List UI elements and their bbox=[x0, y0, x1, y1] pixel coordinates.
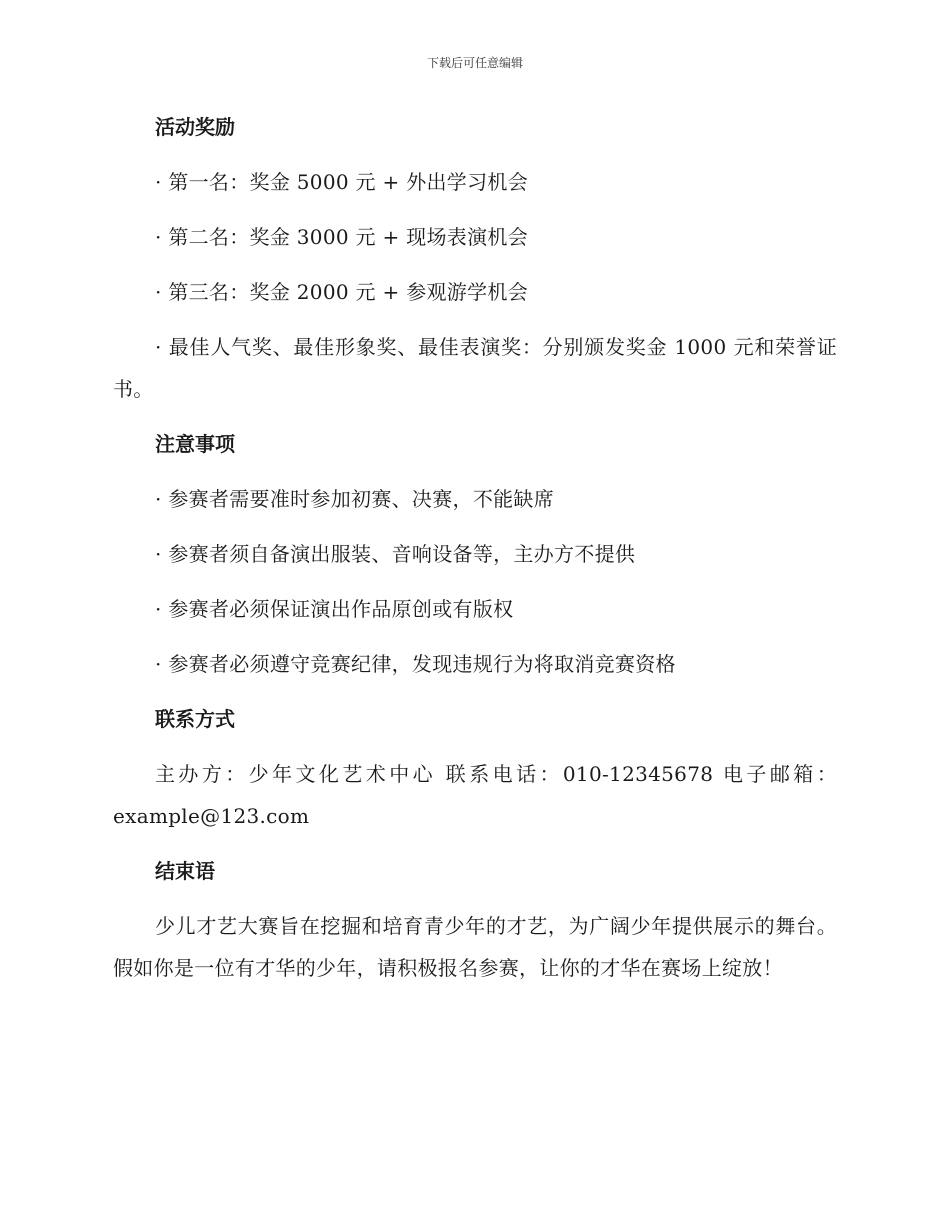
note-item: · 参赛者需要准时参加初赛、决赛，不能缺席 bbox=[155, 487, 555, 511]
reward-item-special: · 最佳人气奖、最佳形象奖、最佳表演奖：分别颁发奖金 1000 元和荣誉证书。 bbox=[113, 335, 837, 401]
section-closing bbox=[113, 850, 837, 989]
header-note: 下载后可任意编辑 bbox=[426, 56, 523, 70]
section-heading: 联系方式 bbox=[155, 707, 235, 731]
section-heading: 活动奖励 bbox=[155, 115, 235, 139]
section-notes bbox=[113, 423, 837, 685]
note-item: · 参赛者须自备演出服装、音响设备等，主办方不提供 bbox=[155, 542, 636, 566]
reward-item-first: · 第一名：奖金 5000 元 + 外出学习机会 bbox=[155, 170, 529, 194]
section-rewards bbox=[113, 106, 837, 410]
contact-info: 主办方：少年文化艺术中心 联系电话：010-12345678 电子邮箱：example@123.com bbox=[113, 762, 837, 828]
note-item: · 参赛者必须遵守竞赛纪律，发现违规行为将取消竞赛资格 bbox=[155, 652, 676, 676]
section-heading: 注意事项 bbox=[155, 432, 235, 456]
reward-item-third: · 第三名：奖金 2000 元 + 参观游学机会 bbox=[155, 280, 529, 304]
section-contact bbox=[113, 698, 837, 837]
reward-item-second: · 第二名：奖金 3000 元 + 现场表演机会 bbox=[155, 225, 529, 249]
closing-paragraph: 少儿才艺大赛旨在挖掘和培育青少年的才艺，为广阔少年提供展示的舞台。假如你是一位有才华的少年，请积极报名参赛，让你的才华在赛场上绽放！ bbox=[113, 914, 837, 980]
note-item: · 参赛者必须保证演出作品原创或有版权 bbox=[155, 597, 514, 621]
document-body bbox=[113, 106, 837, 1002]
section-heading: 结束语 bbox=[155, 859, 215, 883]
